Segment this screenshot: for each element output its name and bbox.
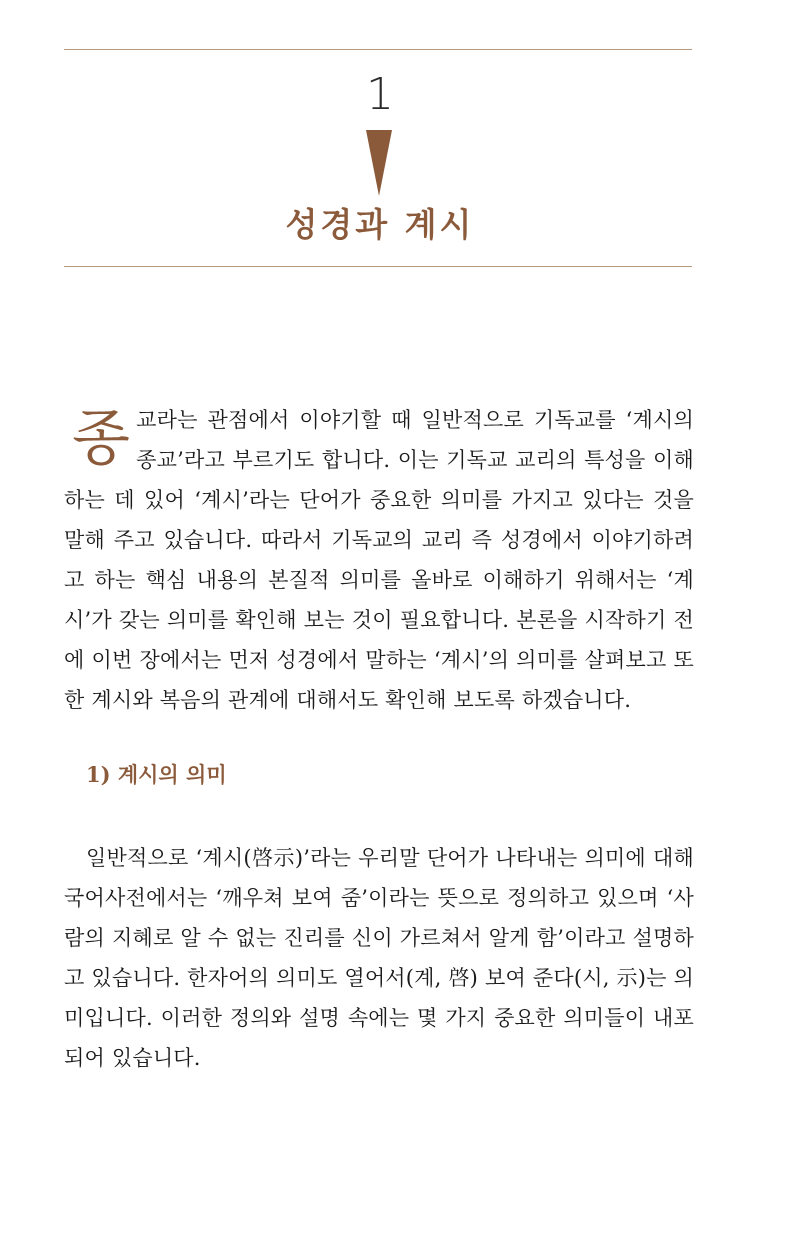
chapter-title: 성경과 계시 [285,205,475,244]
chapter-pointer-icon [366,130,392,196]
chapter-number: 1 [366,69,394,120]
section-heading: 1) 계시의 의미 [86,762,227,787]
definition-paragraph: 일반적으로 ‘계시(啓示)’라는 우리말 단어가 나타내는 의미에 대해 국어사전에서는 ‘깨우쳐 보여 줌’이라는 뜻으로 정의하고 있으며 ‘사람의 지혜로 알 수 없는 진리를 신이 가르쳐서 알게 함’이라고 설명하고 있습니다. 한자어의 의미도 열어서(계, 啓) 보여 준다(시, 示)는 의미입니다. 이러한 정의와 설명 속에는 몇 가지 중요한 의미들이 내포되어 있습니다. [64,846,694,1070]
top-divider [64,49,692,50]
bottom-divider [64,266,692,267]
intro-text: 교라는 관점에서 이야기할 때 일반적으로 기독교를 ‘계시의 종교’라고 부르기도 합니다. 이는 기독교 교리의 특성을 이해하는 데 있어 ‘계시’라는 단어가 중요한 의미를 가지고 있다는 것을 말해 주고 있습니다. 따라서 기독교의 교리 즉 성경에서 이야기하려고 하는 핵심 내용의 본질적 의미를 올바로 이해하기 위해서는 ‘계시’가 갖는 의미를 확인해 보는 것이 필요합니다. 본론을 시작하기 전에 이번 장에서는 먼저 성경에서 말하는 ‘계시’의 의미를 살펴보고 또한 계시와 복음의 관계에 대해서도 확인해 보도록 하겠습니다. [64,408,694,712]
intro-paragraph [64,400,694,720]
drop-cap: 종 [72,404,131,474]
